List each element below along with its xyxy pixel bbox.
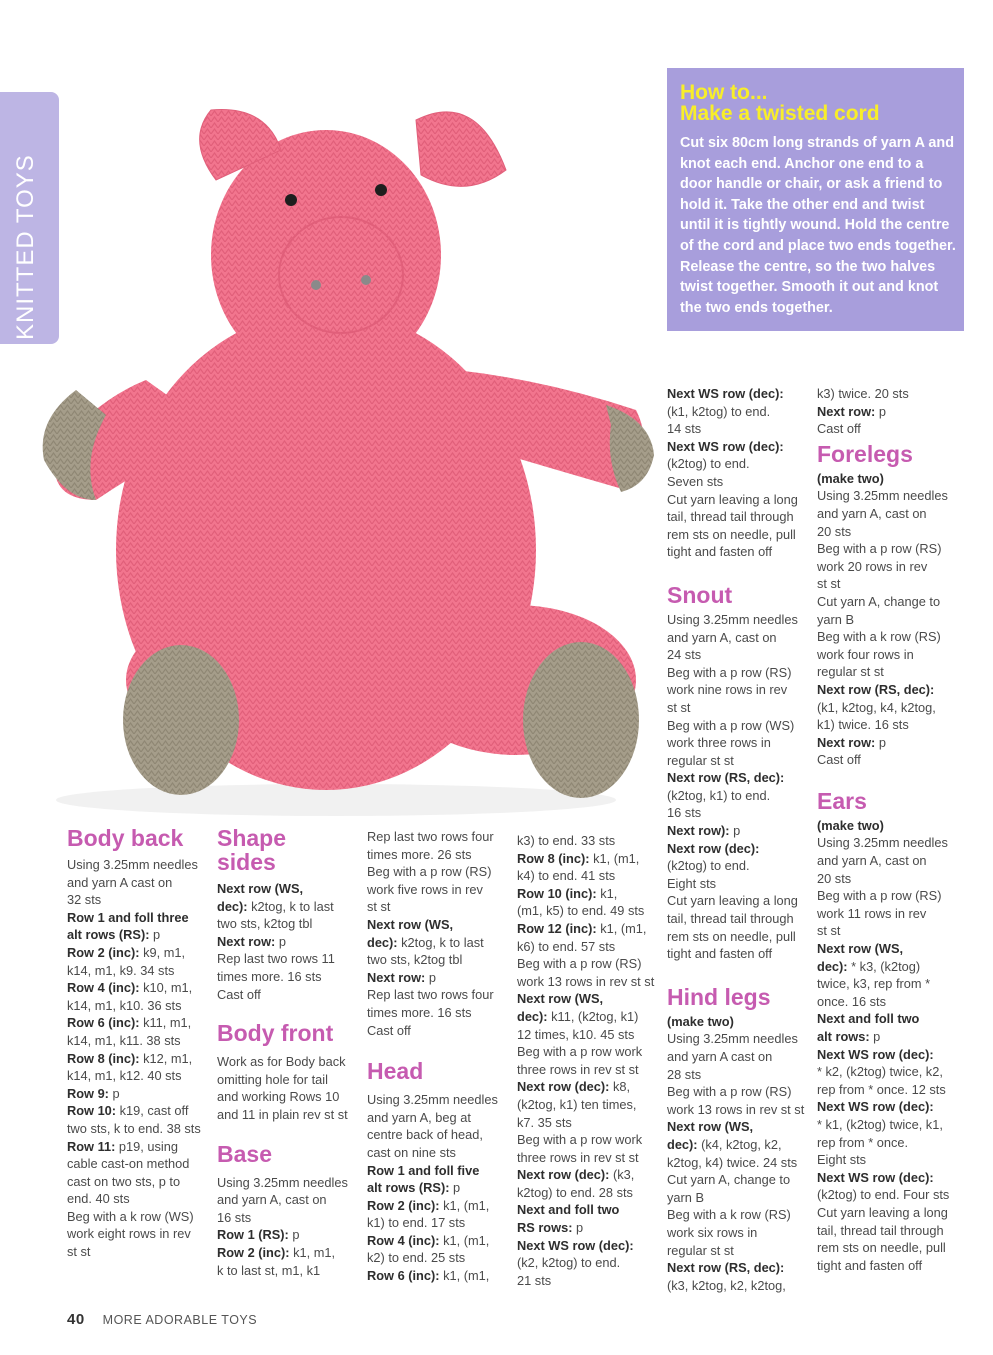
- how-to-title-line-1: How to...: [680, 81, 768, 104]
- text-line: Beg with a k row (RS): [817, 629, 941, 645]
- text-line: p: [449, 1180, 461, 1196]
- row-label: Next row (WS,: [517, 991, 604, 1007]
- text-line: 28 sts: [667, 1066, 702, 1082]
- row-label: dec):: [367, 934, 398, 950]
- text-line: work six rows in: [667, 1224, 758, 1240]
- text-line: k11, (k2tog, k1): [547, 1008, 639, 1024]
- text-line: yarn B: [817, 611, 854, 627]
- text-line: Beg with a k row (WS): [67, 1208, 194, 1224]
- row-label: Next row (RS, dec):: [817, 681, 935, 697]
- text-line: * k3, (k2tog): [847, 958, 921, 974]
- text-line: k4) to end. 41 sts: [517, 868, 616, 884]
- text-line: regular st st: [667, 752, 734, 768]
- text-line: k7. 35 sts: [517, 1114, 572, 1130]
- row-label: Row 8 (inc):: [517, 850, 590, 866]
- text-line: (k2tog) to end. Four sts: [817, 1187, 950, 1203]
- text-line: Work as for Body back: [217, 1054, 346, 1070]
- text-line: and yarn A cast on: [667, 1049, 773, 1064]
- text-line: rem sts on needle, pull: [667, 928, 796, 944]
- row-label: alt rows:: [817, 1029, 870, 1044]
- row-label: Next row (dec):: [517, 1167, 610, 1183]
- how-to-box: [667, 68, 964, 331]
- text-line: k2tog, k4) twice. 24 sts: [667, 1154, 798, 1170]
- text-line: st st: [817, 576, 841, 592]
- text-line: p: [149, 927, 161, 943]
- text-line: k3) to end. 33 sts: [517, 833, 616, 848]
- text-line: work five rows in rev: [367, 881, 483, 897]
- row-label: (make two): [817, 817, 884, 833]
- text-line: 21 sts: [517, 1272, 552, 1288]
- text-line: and yarn A cast on: [67, 874, 173, 890]
- text-line: Beg with a p row work: [517, 1044, 643, 1060]
- text-line: p: [869, 1029, 881, 1044]
- row-label: Row 4 (inc):: [367, 1232, 440, 1248]
- row-label: Row 4 (inc):: [67, 980, 140, 996]
- row-label: Next row (WS,: [817, 941, 904, 957]
- heading-body-front: Body front: [217, 1020, 334, 1047]
- row-label: Next WS row (dec):: [817, 1169, 934, 1185]
- text-line: work eight rows in rev: [67, 1226, 191, 1242]
- row-label: alt rows (RS):: [367, 1180, 450, 1196]
- text-line: k14, m1, k12. 40 sts: [67, 1068, 182, 1084]
- row-label: Row 9:: [67, 1085, 109, 1101]
- text-line: k1, (m1,: [439, 1232, 490, 1248]
- text-line: work 13 rows in rev st st: [517, 973, 655, 989]
- text-line: Cut yarn A, change to: [667, 1172, 791, 1188]
- text-line: Using 3.25mm needles: [667, 1031, 798, 1047]
- text-line: st st: [367, 899, 391, 915]
- row-label: Next WS row (dec):: [517, 1237, 634, 1253]
- page-footer: [67, 1311, 257, 1328]
- text-line: (k2, k2tog) to end.: [517, 1255, 621, 1271]
- text-line: k2tog) to end. 28 sts: [517, 1184, 633, 1200]
- text-line: p: [108, 1085, 120, 1101]
- text-line: p: [288, 1227, 300, 1243]
- row-label: RS rows:: [517, 1220, 573, 1236]
- row-label: Row 12 (inc):: [517, 920, 597, 936]
- text-line: (k1, k2tog, k4, k2tog,: [817, 699, 936, 715]
- row-label: Row 1 and foll three: [67, 909, 189, 925]
- text-line: 16 sts: [667, 805, 702, 821]
- row-label: Next row:: [817, 403, 876, 419]
- text-line: and yarn A, beg at: [367, 1109, 471, 1125]
- row-label: Row 8 (inc):: [67, 1050, 140, 1066]
- row-label: Next row (WS,: [667, 1119, 754, 1135]
- text-line: Using 3.25mm needles: [67, 857, 198, 872]
- text-line: Using 3.25mm needles: [817, 835, 948, 851]
- text-line: k1, m1,: [289, 1244, 336, 1260]
- text-line: p: [729, 823, 741, 839]
- text-line: (k3,: [609, 1167, 635, 1183]
- heading-sides: sides: [217, 849, 276, 875]
- text-line: work 11 rows in rev: [817, 905, 927, 921]
- text-line: Beg with a k row (RS): [667, 1207, 791, 1223]
- text-line: k9, m1,: [139, 944, 186, 960]
- heading-forelegs: Forelegs: [817, 440, 913, 467]
- text-line: p: [572, 1220, 584, 1236]
- row-label: Next row (RS, dec):: [667, 770, 785, 786]
- heading-base: Base: [217, 1140, 272, 1167]
- text-line: rep from * once.: [817, 1134, 909, 1150]
- text-line: cast on nine sts: [367, 1144, 456, 1160]
- row-label: Row 11:: [67, 1138, 116, 1154]
- text-line: k6) to end. 57 sts: [517, 938, 616, 954]
- text-line: and 11 in plain rev st st: [217, 1106, 348, 1122]
- text-line: tail, thread tail through: [667, 509, 794, 525]
- how-to-body: Cut six 80cm long strands of yarn A and knot each end. Anchor one end to a door handle or chair, or ask a friend to hold it. Take the other end and twist until it is tightly wound. Hold the centre of the cord and place two ends together. Release the centre, so the two halves twist together. Smooth it out and knot the two ends together.: [680, 135, 956, 316]
- text-line: p: [425, 969, 436, 985]
- text-line: 24 sts: [667, 647, 702, 663]
- row-label: Next row):: [667, 823, 730, 839]
- text-line: times more. 16 sts: [217, 968, 322, 984]
- column-shape-sides: [217, 826, 359, 1279]
- text-line: Cast off: [817, 752, 861, 768]
- text-line: Cast off: [367, 1022, 411, 1038]
- text-line: 14 sts: [667, 421, 702, 437]
- text-line: k19, cast off: [116, 1103, 189, 1119]
- text-line: tight and fasten off: [817, 1257, 923, 1273]
- text-line: cable cast-on method: [67, 1156, 190, 1172]
- text-line: Using 3.25mm needles: [667, 611, 798, 627]
- row-label: Row 10 (inc):: [517, 885, 597, 901]
- text-line: rem sts on needle, pull: [817, 1240, 946, 1256]
- text-line: tail, thread tail through: [817, 1222, 944, 1238]
- text-line: k1, (m1,: [596, 920, 647, 936]
- text-line: k1, (m1,: [439, 1268, 490, 1284]
- text-line: Cut yarn A, change to: [817, 593, 941, 609]
- text-line: k2tog, k to last: [247, 898, 334, 914]
- row-label: Next WS row (dec):: [667, 386, 784, 401]
- text-line: and yarn A, cast on: [667, 629, 777, 645]
- text-line: Beg with a p row (WS): [667, 717, 795, 733]
- text-line: (m1, k5) to end. 49 sts: [517, 903, 645, 919]
- heading-hind-legs: Hind legs: [667, 983, 771, 1010]
- text-line: 32 sts: [67, 892, 102, 908]
- text-line: work 20 rows in rev: [817, 558, 928, 574]
- row-label: dec):: [217, 898, 248, 914]
- text-line: omitting hole for tail: [217, 1071, 328, 1087]
- text-line: (k2tog) to end.: [667, 858, 750, 874]
- row-label: (make two): [667, 1013, 734, 1029]
- text-line: Eight sts: [817, 1152, 867, 1168]
- row-label: Row 6 (inc):: [367, 1268, 440, 1284]
- text-line: twice, k3, rep from *: [817, 976, 931, 992]
- text-line: once. 16 sts: [817, 993, 887, 1009]
- row-label: Next WS row (dec):: [667, 438, 784, 454]
- text-line: 12 times, k10. 45 sts: [517, 1026, 635, 1042]
- column-head-continued: [517, 832, 659, 1289]
- column-body-back: [67, 826, 207, 1261]
- text-line: k to last st, m1, k1: [217, 1262, 321, 1278]
- text-line: yarn B: [667, 1189, 704, 1205]
- text-line: k11, m1,: [139, 1015, 192, 1031]
- knitted-pig-photo: [36, 80, 666, 820]
- text-line: tight and fasten off: [667, 946, 773, 962]
- row-label: Next row:: [817, 734, 876, 750]
- text-line: and yarn A, cast on: [817, 853, 927, 869]
- text-line: times more. 26 sts: [367, 846, 472, 862]
- how-to-title: [680, 82, 880, 124]
- text-line: three rows in rev st st: [517, 1149, 639, 1165]
- row-label: Next row (WS,: [367, 916, 454, 932]
- text-line: (k1, k2tog) to end.: [667, 403, 771, 419]
- text-line: Cast off: [817, 421, 861, 437]
- text-line: k1, (m1,: [589, 850, 640, 866]
- row-label: Row 6 (inc):: [67, 1015, 140, 1031]
- text-line: Beg with a p row work: [517, 1132, 643, 1148]
- text-line: st st: [817, 923, 841, 939]
- text-line: st st: [67, 1244, 91, 1260]
- row-label: Row 2 (inc):: [367, 1197, 440, 1213]
- text-line: Using 3.25mm needles: [217, 1174, 348, 1190]
- row-label: Next WS row (dec):: [817, 1099, 934, 1115]
- text-line: * k2, (k2tog) twice, k2,: [817, 1064, 943, 1080]
- text-line: rem sts on needle, pull: [667, 526, 796, 542]
- row-label: Row 10:: [67, 1103, 117, 1119]
- column-head: [367, 828, 509, 1285]
- text-line: Beg with a p row (RS): [367, 864, 492, 880]
- text-line: Eight sts: [667, 875, 717, 891]
- row-label: Next row (dec):: [517, 1079, 610, 1095]
- text-line: tail, thread tail through: [667, 911, 794, 927]
- row-label: Next row (dec):: [667, 840, 760, 856]
- heading-ears: Ears: [817, 787, 867, 814]
- text-line: Beg with a p row (RS): [817, 541, 942, 557]
- text-line: Beg with a p row (RS): [517, 956, 642, 972]
- text-line: Rep last two rows 11: [217, 951, 335, 967]
- row-label: (make two): [817, 470, 884, 486]
- text-line: k14, m1, k10. 36 sts: [67, 997, 182, 1013]
- text-line: * k1, (k2tog) twice, k1,: [817, 1116, 943, 1132]
- text-line: Seven sts: [667, 473, 724, 489]
- text-line: (k3, k2tog, k2, k2tog,: [667, 1277, 786, 1293]
- text-line: Using 3.25mm needles: [817, 488, 948, 504]
- text-line: two sts, k to end. 38 sts: [67, 1120, 201, 1136]
- text-line: (k2tog, k1) ten times,: [517, 1096, 637, 1112]
- row-label: Row 2 (inc):: [67, 944, 140, 960]
- magazine-title: MORE ADORABLE TOYS: [102, 1313, 258, 1327]
- text-line: k1) twice. 16 sts: [817, 717, 909, 733]
- text-line: Beg with a p row (RS): [667, 1084, 792, 1100]
- text-line: k14, m1, k9. 34 sts: [67, 962, 175, 978]
- row-label: Next and foll two: [817, 1011, 920, 1027]
- text-line: k14, m1, k11. 38 sts: [67, 1032, 181, 1048]
- text-line: k2) to end. 25 sts: [367, 1250, 466, 1266]
- text-line: k3) twice. 20 sts: [817, 386, 909, 401]
- heading-shape: Shape: [217, 825, 287, 851]
- text-line: p: [875, 403, 886, 419]
- text-line: and working Rows 10: [217, 1089, 340, 1105]
- row-label: dec):: [517, 1008, 548, 1024]
- text-line: 20 sts: [817, 523, 852, 539]
- text-line: end. 40 sts: [67, 1191, 130, 1207]
- row-label: Next row (RS, dec):: [667, 1260, 785, 1276]
- row-label: Next and foll two: [517, 1202, 620, 1218]
- text-line: rep from * once. 12 sts: [817, 1081, 946, 1097]
- text-line: times more. 16 sts: [367, 1004, 472, 1020]
- text-line: Cast off: [217, 986, 261, 1002]
- heading-head: Head: [367, 1058, 424, 1085]
- row-label: Next row:: [367, 969, 426, 985]
- text-line: regular st st: [667, 1242, 734, 1258]
- text-line: Using 3.25mm needles: [367, 1092, 498, 1108]
- section-label: KNITTED TOYS: [12, 154, 39, 340]
- column-forelegs-ears: [817, 385, 967, 1274]
- text-line: work nine rows in rev: [667, 682, 788, 698]
- row-label: alt rows (RS):: [67, 927, 150, 943]
- how-to-title-line-2: Make a twisted cord: [680, 102, 880, 125]
- row-label: Next row (WS,: [217, 881, 304, 896]
- text-line: two sts, k2tog tbl: [217, 916, 313, 932]
- page-number: 40: [67, 1311, 85, 1328]
- text-line: three rows in rev st st: [517, 1061, 639, 1077]
- row-label: Row 1 (RS):: [217, 1227, 289, 1243]
- text-line: k8,: [609, 1079, 631, 1095]
- text-line: centre back of head,: [367, 1127, 483, 1143]
- row-label: Row 2 (inc):: [217, 1244, 290, 1260]
- heading-body-back: Body back: [67, 825, 184, 851]
- text-line: st st: [667, 699, 691, 715]
- text-line: Cut yarn leaving a long: [667, 491, 798, 507]
- row-label: dec):: [817, 958, 848, 974]
- row-label: dec):: [667, 1136, 698, 1152]
- text-line: k2tog, k to last: [397, 934, 484, 950]
- text-line: two sts, k2tog tbl: [367, 952, 463, 968]
- text-line: cast on two sts, p to: [67, 1173, 181, 1189]
- text-line: k1,: [596, 885, 618, 901]
- text-line: Beg with a p row (RS): [667, 664, 792, 680]
- text-line: (k2tog) to end.: [667, 456, 750, 472]
- text-line: work three rows in: [667, 735, 771, 751]
- text-line: tight and fasten off: [667, 544, 773, 560]
- heading-snout: Snout: [667, 581, 733, 608]
- row-label: Next WS row (dec):: [817, 1046, 934, 1062]
- text-line: Beg with a p row (RS): [817, 888, 942, 904]
- text-line: k12, m1,: [139, 1050, 193, 1066]
- text-line: (k2tog, k1) to end.: [667, 787, 771, 803]
- text-line: (k4, k2tog, k2,: [697, 1136, 782, 1152]
- text-line: work four rows in: [817, 646, 914, 662]
- text-line: and yarn A, cast on: [817, 505, 927, 521]
- text-line: k10, m1,: [139, 980, 193, 996]
- text-line: p: [275, 933, 286, 949]
- text-line: k1, (m1,: [439, 1197, 490, 1213]
- row-label: Row 1 and foll five: [367, 1162, 480, 1178]
- text-line: Cut yarn leaving a long: [817, 1204, 948, 1220]
- text-line: work 13 rows in rev st st: [667, 1101, 805, 1117]
- text-line: 16 sts: [217, 1209, 252, 1225]
- row-label: Next row:: [217, 933, 276, 949]
- text-line: regular st st: [817, 664, 884, 680]
- text-line: k1) to end. 17 sts: [367, 1215, 466, 1231]
- text-line: and yarn A, cast on: [217, 1192, 327, 1208]
- text-line: 20 sts: [817, 870, 852, 886]
- column-snout-hind-legs: [667, 385, 809, 1294]
- text-line: Cut yarn leaving a long: [667, 893, 798, 909]
- text-line: p: [875, 734, 886, 750]
- text-line: Rep last two rows four: [367, 987, 494, 1003]
- text-line: Rep last two rows four: [367, 829, 494, 844]
- text-line: p19, using: [115, 1138, 178, 1154]
